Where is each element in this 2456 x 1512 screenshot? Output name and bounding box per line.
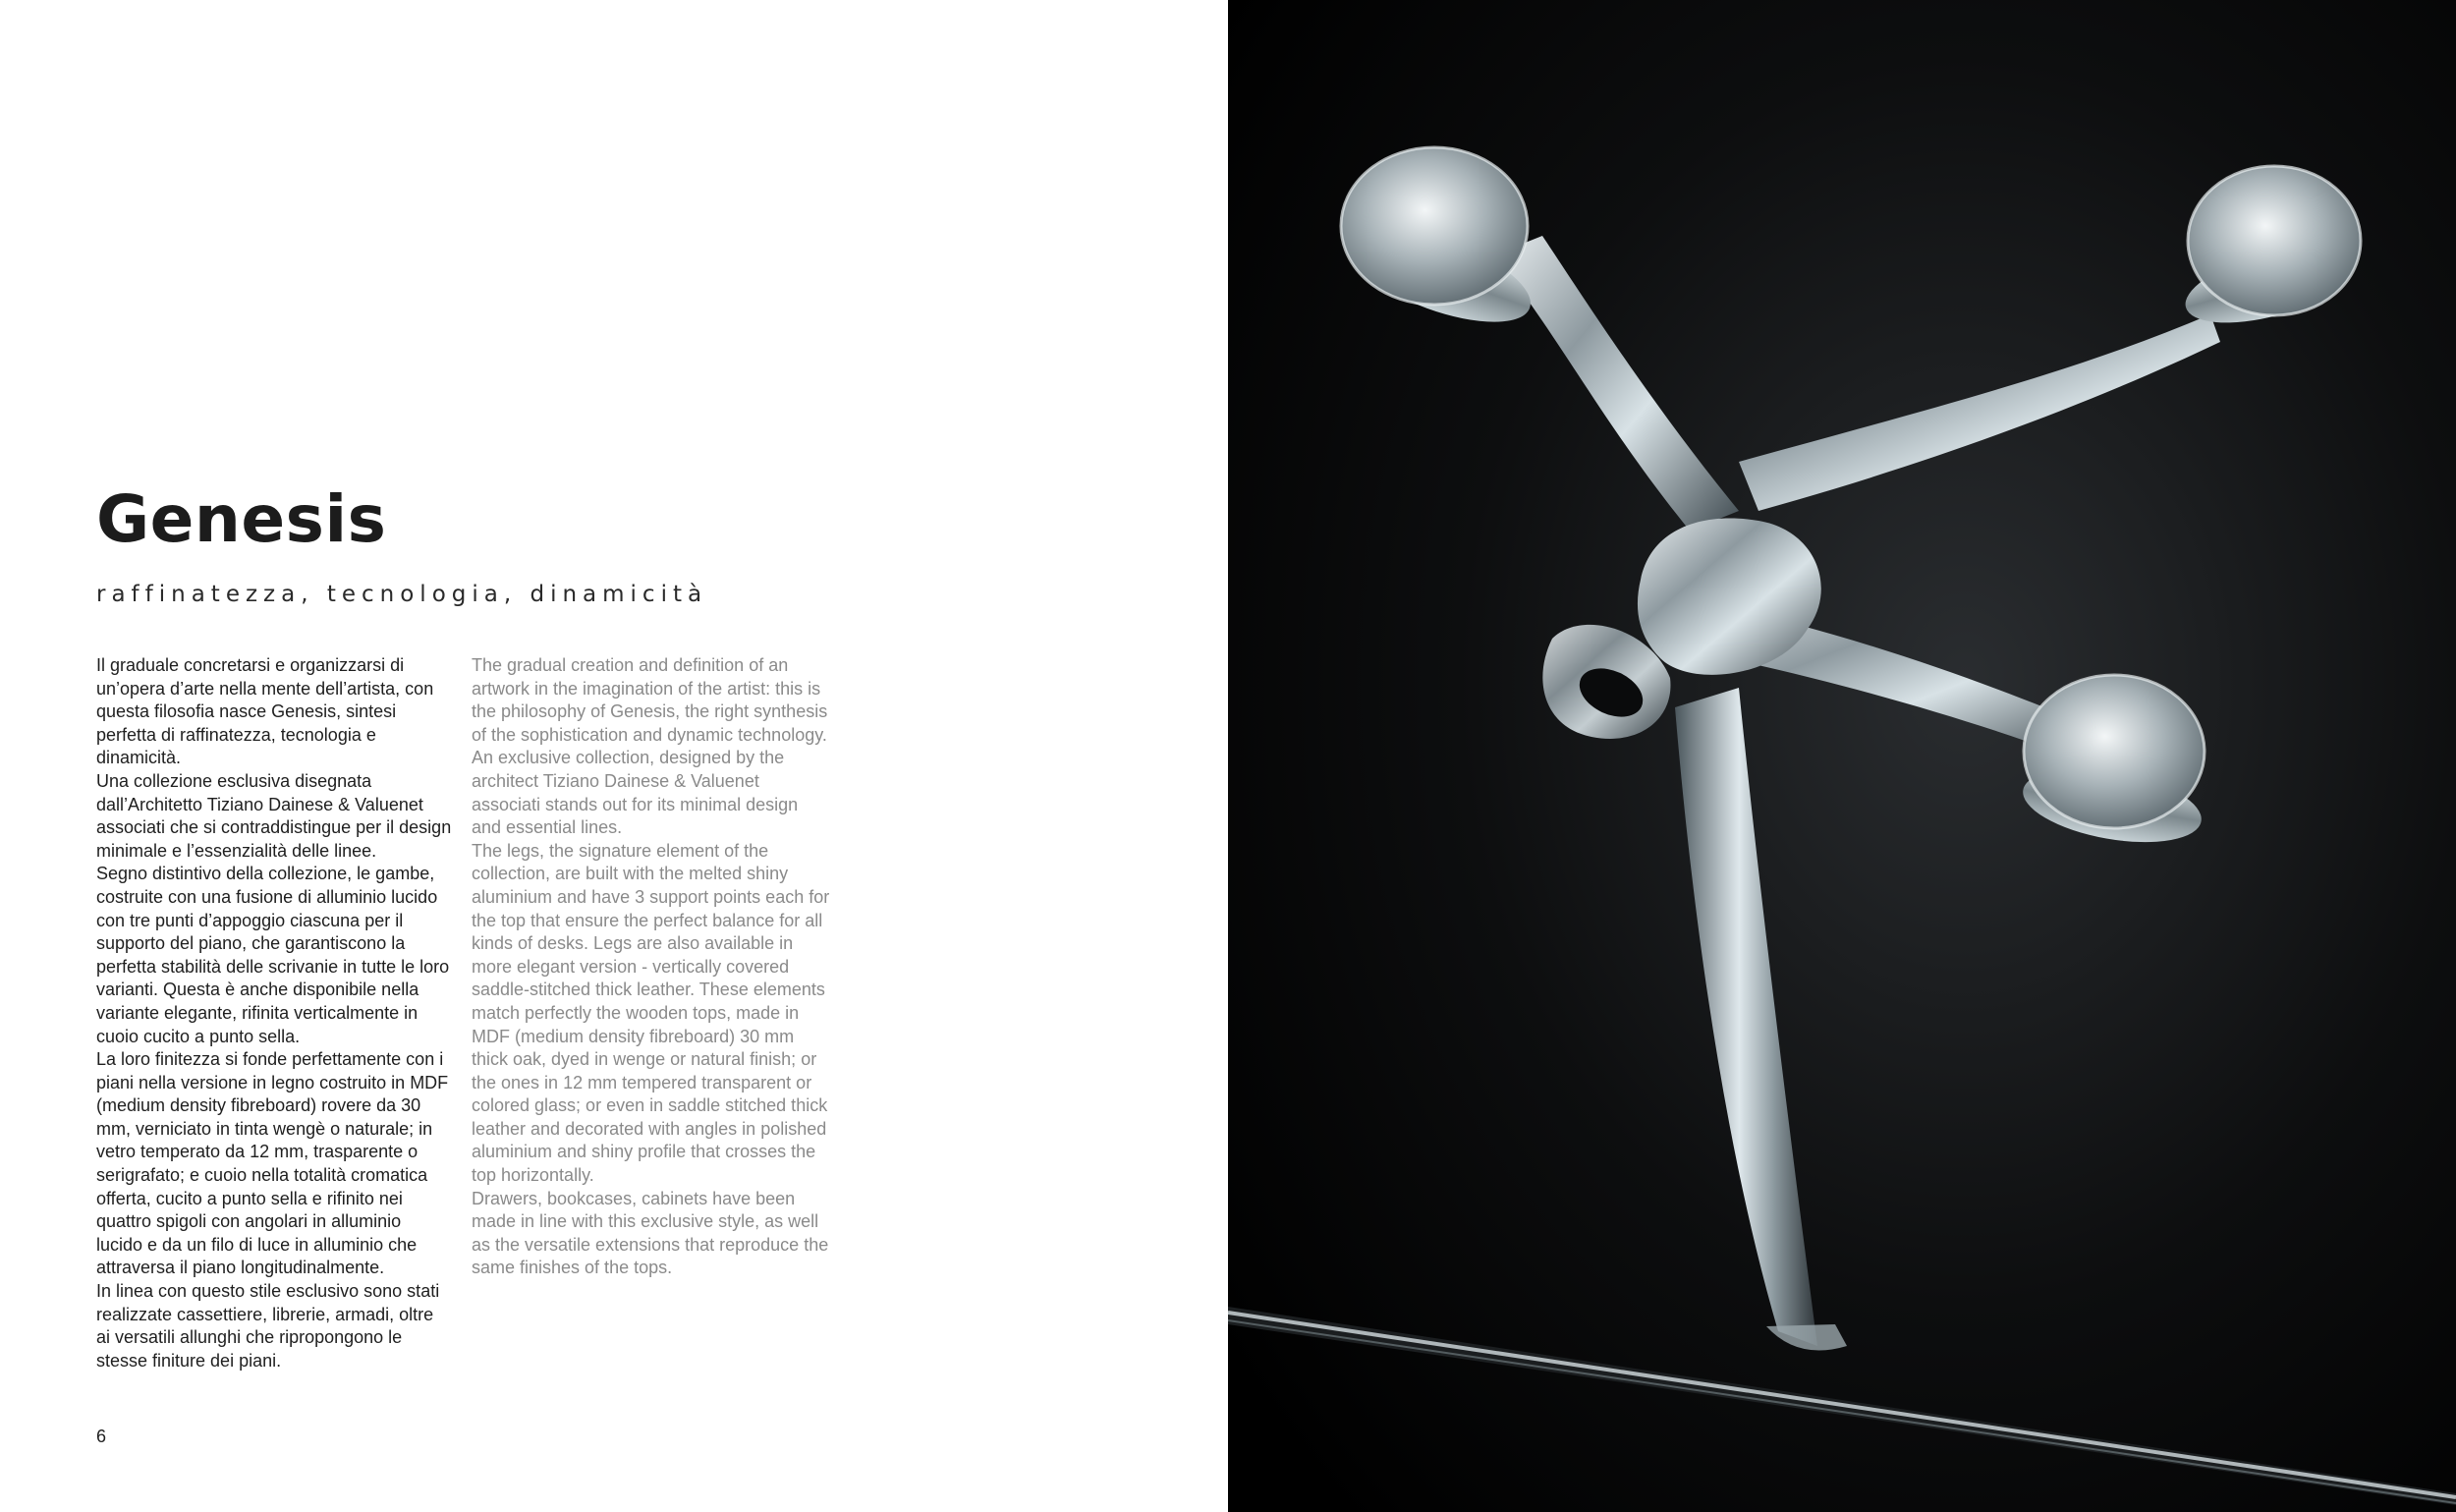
product-photo	[1228, 0, 2456, 1512]
aluminium-leg-photo	[1228, 0, 2456, 1512]
english-paragraph: An exclusive collection, designed by the architect Tiziano Dainese & Valuenet associati stands out for its minimal design and essential lines.	[472, 748, 799, 838]
english-paragraph: The gradual creation and definition of an artwork in the imagination of the artist: this is the philosophy of Genesis, the right synthesis of the sophistication and dynamic technology.	[472, 655, 828, 745]
italian-paragraph: La loro finitezza si fonde perfettamente con i piani nella versione in legno costruito in MDF (medium density fibreboard) rovere da 30 mm, verniciato in tinta wengè o naturale; in vetro temperato da 12 mm, trasparente o serigrafato; e cuoio nella totalità cromatica offerta, cucito a punto sella e rifinito nei quattro spigoli con angolari in alluminio lucido e da un filo di luce in alluminio che attraversa il piano longitudinalmente.	[96, 1049, 449, 1278]
page-number: 6	[96, 1427, 107, 1446]
italian-paragraph: Il graduale concretarsi e organizzarsi di un’opera d’arte nella mente dell’artista, con questa filosofia nasce Genesis, sintesi perfetta di raffinatezza, tecnologia e dinamicità.	[96, 655, 434, 768]
italian-paragraph: In linea con questo stile esclusivo sono stati realizzate cassettiere, librerie, armadi, oltre ai versatili allunghi che ripropongono le stesse finiture dei piani.	[96, 1281, 440, 1371]
page-title: Genesis	[96, 481, 387, 557]
italian-paragraph: Una collezione esclusiva disegnata dall’Architetto Tiziano Dainese & Valuenet associati che si contraddistingue per il design minimale e l’essenzialità delle linee.	[96, 770, 452, 861]
italian-paragraph: Segno distintivo della collezione, le gambe, costruite con una fusione di alluminio lucido con tre punti d’appoggio ciascuna per il supporto del piano, che garantiscono la perfetta stabilità delle scrivanie in tutte le loro varianti. Questa è anche disponibile nella variante elegante, rifinita verticalmente in cuoio cucito a punto sella.	[96, 864, 450, 1046]
english-paragraph: Drawers, bookcases, cabinets have been made in line with this exclusive style, as well as the versatile extensions that reproduce the same finishes of the tops.	[472, 1188, 829, 1278]
italian-text-column	[96, 654, 452, 1372]
english-paragraph: The legs, the signature element of the collection, are built with the melted shiny aluminium and have 3 support points each for the top that ensure the perfect balance for all kinds of desks. Legs are also available in more elegant version - vertically covered saddle-stitched thick leather. These elements match perfectly the wooden tops, made in MDF (medium density fibreboard) 30 mm thick oak, dyed in wenge or natural finish; or the ones in 12 mm tempered transparent or colored glass; or even in saddle stitched thick leather and decorated with angles in polished aluminium and shiny profile that crosses the top horizontally.	[472, 840, 830, 1186]
english-text-column	[472, 654, 831, 1280]
page-subtitle: raffinatezza, tecnologia, dinamicità	[96, 582, 708, 607]
